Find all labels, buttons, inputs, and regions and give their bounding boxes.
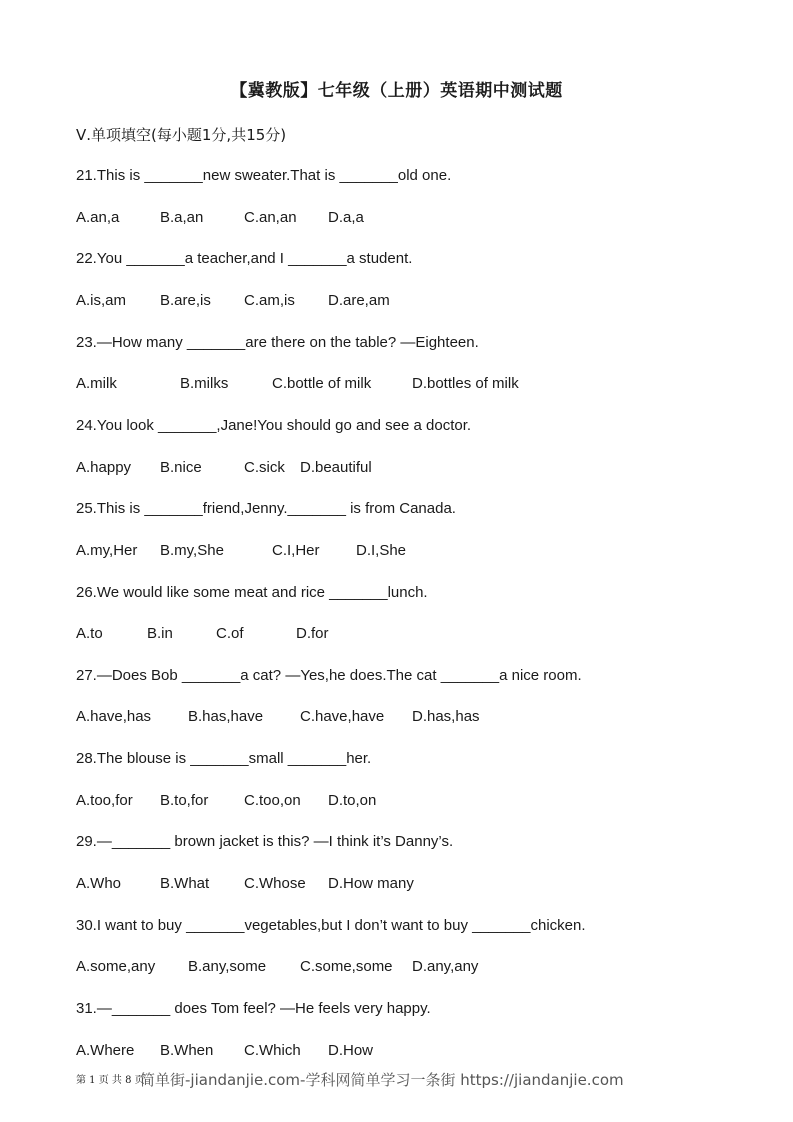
answer-option: A.my,Her bbox=[76, 541, 138, 559]
answer-option: C.sick bbox=[244, 458, 285, 476]
answer-option: A.Who bbox=[76, 875, 122, 892]
answer-option: D.to,on bbox=[328, 791, 377, 809]
answer-option: B.any,some bbox=[188, 958, 267, 976]
question-text: 24.You look _______,Jane!You should go and see a doctor. bbox=[76, 416, 472, 434]
answer-option: D.beautiful bbox=[300, 458, 372, 476]
answer-option: D.How bbox=[328, 1041, 374, 1059]
answer-option: D.I,She bbox=[356, 541, 407, 559]
section-heading: Ⅴ.单项填空(每小题1分,共15分) bbox=[76, 126, 287, 144]
answer-option: C.Which bbox=[244, 1041, 301, 1059]
question-text: 25.This is _______friend,Jenny._______ is from Canada. bbox=[76, 500, 456, 518]
answer-option: D.are,am bbox=[328, 291, 390, 309]
question-text: 31.—_______ does Tom feel? —He feels very happy. bbox=[76, 1000, 431, 1017]
answer-option: B.are,is bbox=[160, 291, 211, 309]
answer-option: D.has,has bbox=[412, 708, 480, 726]
answer-option: C.too,on bbox=[244, 791, 301, 809]
answer-option: B.a,an bbox=[160, 208, 204, 226]
answer-option: C.an,an bbox=[244, 208, 297, 226]
answer-option: C.have,have bbox=[300, 708, 385, 726]
answer-option: C.some,some bbox=[300, 958, 393, 976]
answer-option: D.How many bbox=[328, 875, 414, 892]
question-text: 21.This is _______new sweater.That is _______old one. bbox=[76, 167, 452, 184]
answer-option: B.milks bbox=[180, 375, 229, 393]
answer-option: B.my,She bbox=[160, 541, 224, 559]
answer-option: A.milk bbox=[76, 375, 117, 393]
answer-option: B.When bbox=[160, 1041, 214, 1059]
answer-option: C.am,is bbox=[244, 291, 295, 309]
question-text: 23.—How many _______are there on the table? —Eighteen. bbox=[76, 333, 479, 351]
answer-option: C.bottle of milk bbox=[272, 375, 372, 393]
answer-option: A.have,has bbox=[76, 708, 152, 726]
answer-option: A.Where bbox=[76, 1041, 135, 1059]
question-text: 28.The blouse is _______small _______her. bbox=[76, 750, 372, 768]
answer-option: B.in bbox=[147, 625, 173, 643]
answer-option: D.bottles of milk bbox=[412, 375, 519, 393]
answer-option: C.Whose bbox=[244, 875, 306, 892]
question-text: 22.You _______a teacher,and I _______a student. bbox=[76, 250, 413, 268]
answer-option: D.any,any bbox=[412, 958, 479, 976]
answer-option: D.for bbox=[296, 625, 329, 643]
answer-option: A.to bbox=[76, 625, 103, 643]
answer-option: A.an,a bbox=[76, 208, 120, 226]
answer-option: B.to,for bbox=[160, 791, 209, 809]
answer-option: B.nice bbox=[160, 458, 202, 476]
question-text: 29.—_______ brown jacket is this? —I think it’s Danny’s. bbox=[76, 833, 454, 851]
answer-option: A.some,any bbox=[76, 958, 156, 976]
answer-option: B.What bbox=[160, 875, 210, 892]
question-text: 26.We would like some meat and rice _______lunch. bbox=[76, 583, 428, 601]
answer-option: A.happy bbox=[76, 458, 132, 476]
watermark-text: 简单街-jiandanjie.com-学科网简单学习一条街 https://jiandanjie.com bbox=[140, 1071, 624, 1089]
answer-option: A.is,am bbox=[76, 291, 127, 309]
answer-option: D.a,a bbox=[328, 208, 364, 226]
answer-option: B.has,have bbox=[188, 708, 264, 726]
page-number: 第 1 页 共 8 页 bbox=[76, 1075, 145, 1086]
page-title: 【冀教版】七年级（上册）英语期中测试题 bbox=[230, 81, 563, 101]
answer-option: C.of bbox=[216, 625, 244, 643]
question-text: 30.I want to buy _______vegetables,but I don’t want to buy _______chicken. bbox=[76, 916, 586, 934]
answer-option: C.I,Her bbox=[272, 541, 320, 559]
question-text: 27.—Does Bob _______a cat? —Yes,he does.The cat _______a nice room. bbox=[76, 666, 582, 684]
answer-option: A.too,for bbox=[76, 791, 133, 809]
